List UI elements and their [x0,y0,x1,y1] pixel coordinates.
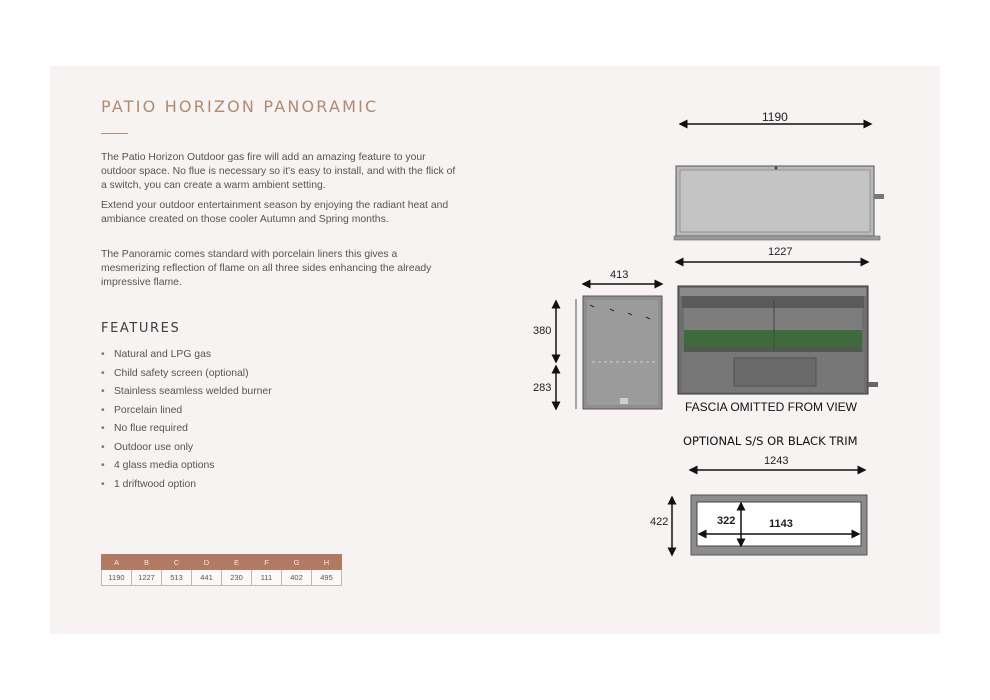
top-view-unit [674,166,884,240]
feature-item: • Child safety screen (optional) [101,367,272,386]
front-width-label: 1227 [768,246,793,258]
spec-header-f: F [252,555,282,570]
trim-outer-height-label: 422 [650,516,669,528]
side-depth-label: 413 [610,269,629,281]
spec-value-b: 1227 [132,570,162,586]
intro-paragraph-3: The Panoramic comes standard with porcelain liners this gives a mesmerizing reflection of flame on all three sides enhancing the already impressive flame. [101,249,432,288]
spec-header-g: G [282,555,312,570]
spec-header-e: E [222,555,252,570]
spec-header-d: D [192,555,222,570]
spec-value-f: 111 [252,570,282,586]
feature-item: • Outdoor use only [101,441,272,460]
spec-value-a: 1190 [102,570,132,586]
features-heading: FEATURES [101,321,181,336]
upper-height-label: 380 [533,325,552,337]
spec-value-h: 495 [312,570,342,586]
spec-header-b: B [132,555,162,570]
feature-item: • Porcelain lined [101,404,272,423]
spec-header-c: C [162,555,192,570]
page-title: PATIO HORIZON PANORAMIC [101,97,379,116]
front-view-unit [678,286,878,394]
feature-item: • Stainless seamless welded burner [101,385,272,404]
spec-value-e: 230 [222,570,252,586]
side-view-unit [576,296,662,409]
feature-item: • 4 glass media options [101,459,272,478]
trim-outer-width-label: 1243 [764,455,789,467]
intro-paragraph-1: The Patio Horizon Outdoor gas fire will add an amazing feature to your outdoor space. No flue is necessary so it's easy to install, and with the flick of a switch, you can create a warm ambient setting. [101,152,456,191]
trim-inner-width-label: 1143 [769,518,793,530]
feature-item: • Natural and LPG gas [101,348,272,367]
intro-paragraph-2: Extend your outdoor entertainment season by enjoying the radiant heat and ambiance created on those cooler Autumn and Spring months. [101,200,449,225]
top-width-label: 1190 [762,110,788,124]
spec-value-g: 402 [282,570,312,586]
trim-title: OPTIONAL S/S OR BLACK TRIM [683,434,858,448]
spec-value-c: 513 [162,570,192,586]
feature-item: • 1 driftwood option [101,478,272,497]
spec-header-a: A [102,555,132,570]
trim-inner-height-label: 322 [717,515,736,527]
feature-item: • No flue required [101,422,272,441]
spec-header-h: H [312,555,342,570]
fascia-note: FASCIA OMITTED FROM VIEW [685,400,858,414]
spec-value-d: 441 [192,570,222,586]
lower-height-label: 283 [533,382,552,394]
